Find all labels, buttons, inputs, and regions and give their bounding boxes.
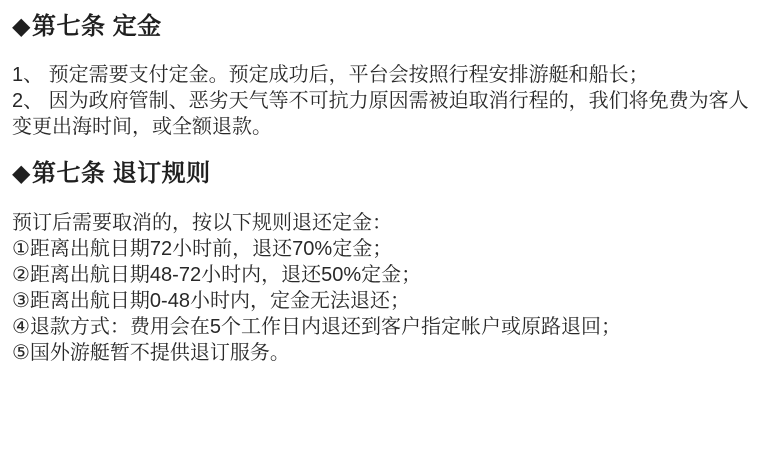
cancellation-section-heading — [12, 160, 758, 188]
cancellation-rules-list — [12, 236, 758, 366]
deposit-section-title: 第七条 定金 — [31, 13, 162, 40]
diamond-bullet-icon: ◆ — [12, 160, 31, 187]
terms-document — [0, 13, 770, 366]
deposit-terms-list — [12, 62, 758, 140]
cancellation-rules-intro: 预订后需要取消的，按以下规则退还定金： — [12, 212, 392, 234]
cancellation-rule-4: ④退款方式：费用会在5个工作日内退还到客户指定帐户或原路退回； — [12, 316, 622, 338]
cancellation-rule-3: ③距离出航日期0-48小时内，定金无法退还； — [12, 290, 410, 312]
cancellation-rules-block — [12, 210, 758, 366]
deposit-section-heading — [12, 13, 758, 41]
diamond-bullet-icon: ◆ — [12, 13, 31, 40]
cancellation-rule-5: ⑤国外游艇暂不提供退订服务。 — [12, 342, 290, 364]
cancellation-section-title: 第七条 退订规则 — [31, 160, 211, 187]
deposit-term-1: 1、 预定需要支付定金。预定成功后，平台会按照行程安排游艇和船长； — [12, 64, 649, 86]
cancellation-rule-2: ②距离出航日期48-72小时内，退还50%定金； — [12, 264, 422, 286]
deposit-term-2: 2、 因为政府管制、恶劣天气等不可抗力原因需被迫取消行程的，我们将免费为客人变更出海时间，或全额退款。 — [12, 90, 749, 138]
cancellation-rule-1: ①距离出航日期72小时前，退还70%定金； — [12, 238, 393, 260]
